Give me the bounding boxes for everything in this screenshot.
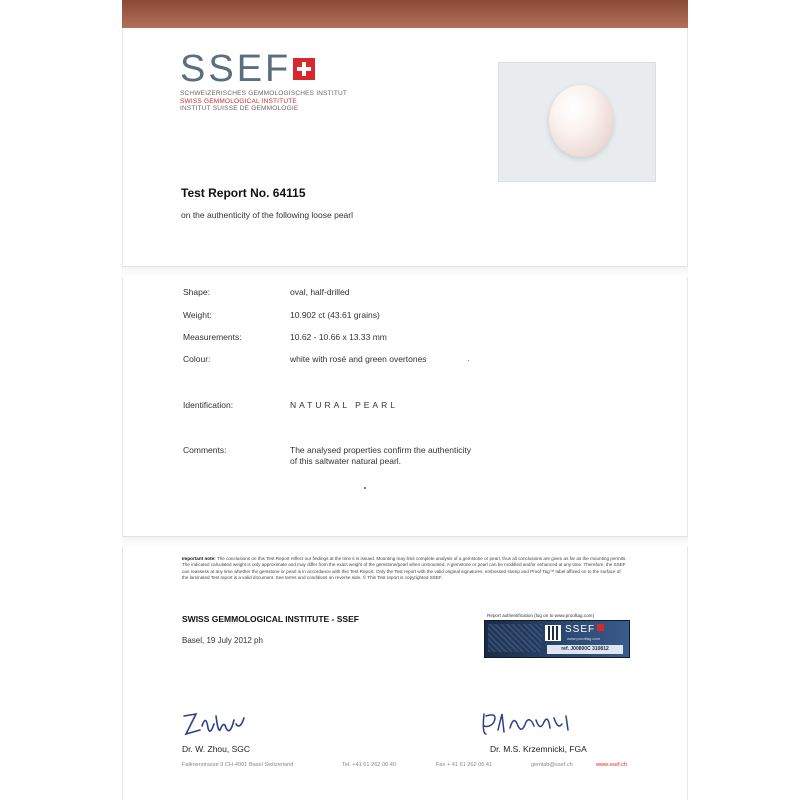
footer-tel: Tel. +41 61 262 06 40 [342,762,396,768]
swiss-cross-icon [597,624,604,631]
field-value: 10.62 - 10.66 x 13.33 mm [290,332,387,342]
authentication-label: Report authentification (log on to www.prooftag.com) [487,613,594,618]
place-date: Basel, 19 July 2012 ph [182,636,263,645]
pearl-photo [498,62,656,182]
proof-tag-site: www.prooftag.com [567,636,600,641]
pearl-image [549,85,613,157]
logo-line-french: INSTITUT SUISSE DE GEMMOLOGIE [180,105,299,112]
comment-line: The analysed properties confirm the authenticity [290,445,471,455]
footer-web: www.ssef.ch [596,762,628,768]
note-text: The conclusions on this Test Report reflect our findings at the time it is issued. Mounting may limit complete analysis of a gemstone or pearl, thus all conclusions are given as far as the mounting permits. The indicated calculated weight is only approximate and may differ from the exact weight of the gemstone/pearl when unmounted. A gemstone or pearl can be modified and/or enhanced at any time. Therefore, the SSEF can reassess at any time whether the gemstone or pearl is in accordance with this Test Report. Only the Test report with the valid original signatures, embossed stamp and Proof Tag™ label affixed on to the surface of the laminated Test report is a valid document. See terms and conditions on reverse side. © This Test report is copyrighted SSEF. [182,556,627,581]
logo-line-german: SCHWEIZERISCHES GEMMOLOGISCHES INSTITUT [180,90,348,97]
proof-tag-reference: ref. J00800C 310812 [547,645,623,654]
top-color-band [122,0,688,28]
field-label: Colour: [183,354,211,364]
field-label: Comments: [183,445,227,455]
paper-speck [468,360,469,361]
note-heading: Important note: [182,556,216,561]
proof-tag-logo-text: SSEF [565,624,596,635]
report-title: Test Report No. 64115 [181,186,306,200]
logo-line-english: SWISS GEMMOLOGICAL INSTITUTE [180,97,297,105]
field-value: NATURAL PEARL [290,400,398,410]
important-note [182,556,628,582]
field-label: Identification: [183,400,234,410]
report-subtitle: on the authenticity of the following loose pearl [181,210,354,220]
signature-zhou [180,706,260,742]
field-value: white with rosé and green overtones [290,354,427,364]
footer-fax: Fax + 41 61 262 06 41 [436,762,493,768]
field-label: Weight: [183,310,212,320]
paper-speck [364,487,366,489]
logo-subtitle [180,90,347,113]
signature-krzemnicki [478,706,578,742]
proof-tag-label [484,620,630,658]
comment-line: of this saltwater natural pearl. [290,456,402,466]
institute-name: SWISS GEMMOLOGICAL INSTITUTE - SSEF [182,614,359,624]
field-label: Shape: [183,287,210,297]
field-value: oval, half-drilled [290,287,350,297]
page-fold-lower [122,536,688,547]
proof-tag-logo [565,624,604,635]
field-value: 10.902 ct (43.61 grains) [290,310,380,320]
footer-address: Falknerstrasse 9 CH-4001 Basel Switzerland [182,762,294,768]
logo-wordmark: SSEF [180,48,292,90]
signer-left: Dr. W. Zhou, SGC [182,744,251,754]
field-label: Measurements: [183,332,242,342]
ssef-logo [180,50,347,113]
footer-email: gemlab@ssef.ch [531,762,573,768]
page-fold-upper [122,266,688,277]
qr-code-icon [545,625,561,641]
signer-right: Dr. M.S. Krzemnicki, FGA [490,744,587,754]
field-value [290,445,471,467]
swiss-cross-icon [293,58,315,80]
security-pattern [488,624,542,652]
